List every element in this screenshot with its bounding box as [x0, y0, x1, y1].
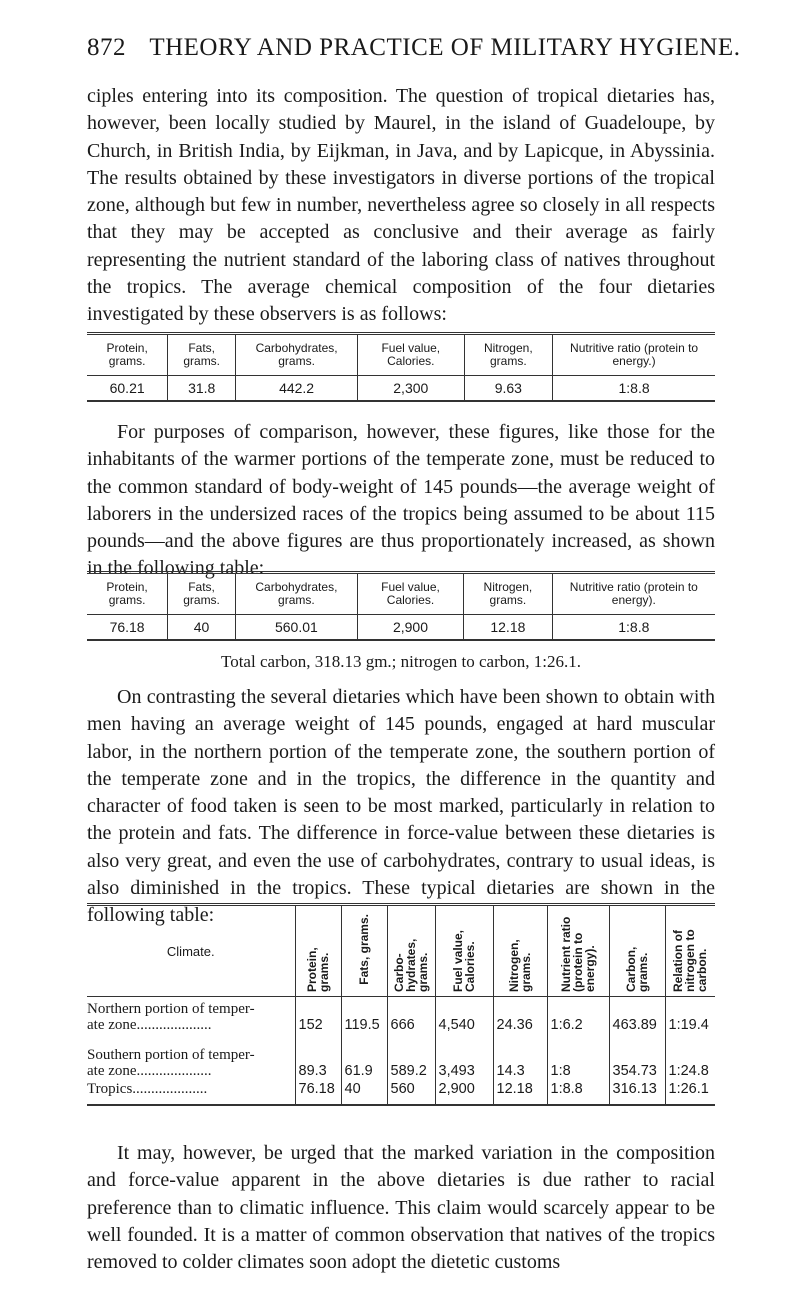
cell-nutrient-ratio: 1:8.8	[547, 1081, 609, 1105]
cell-nutritive-ratio: 1:8.8	[618, 619, 650, 635]
cell-nutrient-ratio: 1:8	[547, 1047, 609, 1081]
cell-carbohydrates: 666	[387, 997, 435, 1047]
row-label-line: Southern portion of temper-	[87, 1046, 255, 1063]
table-row	[87, 615, 715, 641]
col-fats	[341, 905, 387, 997]
col-carbon	[609, 905, 665, 997]
cell-carbohydrates: 560	[387, 1081, 435, 1105]
table-row-tropics	[87, 1081, 715, 1105]
cell-nitrogen-carbon: 1:19.4	[668, 1017, 709, 1033]
paragraph-racial-preference: It may, however, be urged that the marked variation in the composition and force-value apparent in the above dietaries is due rather to racial preference than to climatic influence. This claim would scarcely appear to be well founded. It is a matter of common observation that natives of the tropics removed to colder climates soon adopt the dietetic customs	[87, 1142, 715, 1274]
col-fuel-value: Fuel value, Calories.	[357, 573, 463, 615]
paragraph-contrast: On contrasting the several dietaries which have been shown to obtain with men having an average weight of 145 pounds, engaged at hard muscular labor, in the northern portion of the temperate zone, the southern portion of the temperate zone and in the tropics, the difference in the quantity and character of food taken is seen to be most marked, particularly in relation to the protein and fats. The difference in force-value between these dietaries is also very great, and even the use of carbohydrates, contrary to usual ideas, is also diminished in the tropics. These typical dietaries are shown in the following table:	[87, 686, 715, 927]
cell-fats: 40	[341, 1081, 387, 1105]
row-label-line: ate zone....................	[87, 1017, 212, 1033]
col-nitrogen-carbon	[665, 905, 715, 997]
paragraph-comparison: For purposes of comparison, however, these figures, like those for the inhabitants of the warmer portions of the temperate zone, must be reduced to the common standard of body-weight of 145 pounds—the average weight of laborers in the undersized races of the tropics being assumed to be about 115 pounds—and the above figures are thus proportionately increased, as shown in the following table:	[87, 421, 715, 580]
cell-nitrogen-carbon: 1:24.8	[668, 1062, 709, 1079]
cell-fuel-value: 2,300	[358, 376, 464, 402]
cell-carbohydrates: 589.2	[387, 1047, 435, 1081]
row-label	[87, 1047, 295, 1081]
col-protein: Protein, grams.	[87, 334, 168, 376]
row-label-line: Tropics....................	[87, 1080, 208, 1097]
cell-nitrogen: 14.3	[493, 1047, 547, 1081]
col-fats-label: Fats, grams.	[357, 914, 371, 985]
col-protein: Protein, grams.	[87, 573, 168, 615]
col-protein-label: Protein, grams.	[305, 946, 331, 992]
table-row	[87, 376, 715, 402]
cell-fuel-value: 4,540	[435, 997, 493, 1047]
col-nitrogen-carbon-label: Relation of nitrogen to carbon.	[671, 928, 710, 992]
col-climate: Climate.	[87, 905, 295, 997]
page-number: 872	[87, 34, 126, 61]
row-label-line: ate zone....................	[87, 1062, 212, 1079]
cell-nutritive-ratio: 1:8.8	[618, 380, 650, 396]
row-label-line: Northern portion of temper-	[87, 1001, 255, 1017]
col-nutritive-ratio: Nutritive ratio (protein to energy).	[569, 580, 698, 607]
col-nutrient-ratio	[547, 905, 609, 997]
cell-protein: 76.18	[87, 615, 168, 641]
col-nitrogen-label: Nitrogen, grams.	[507, 938, 533, 992]
cell-nutrient-ratio: 1:6.2	[547, 997, 609, 1047]
cell-nitrogen: 9.63	[464, 376, 553, 402]
cell-carbon: 463.89	[609, 997, 665, 1047]
cell-carbon: 354.73	[609, 1047, 665, 1081]
cell-fuel-value: 2,900	[357, 615, 463, 641]
cell-protein: 76.18	[295, 1081, 341, 1105]
col-nutrient-ratio-label: Nutrient ratio (protein to energy).	[559, 916, 597, 992]
col-fats: Fats, grams.	[168, 334, 236, 376]
col-fats: Fats, grams.	[168, 573, 236, 615]
cell-fuel-value: 2,900	[435, 1081, 493, 1105]
cell-fats: 40	[168, 615, 236, 641]
cell-fats: 31.8	[168, 376, 236, 402]
col-nitrogen: Nitrogen, grams.	[464, 334, 553, 376]
cell-protein: 89.3	[295, 1047, 341, 1081]
cell-carbon: 316.13	[609, 1081, 665, 1105]
proportioned-table	[87, 571, 715, 641]
paragraph-tropical-dietaries: ciples entering into its composition. The question of tropical dietaries has, however, been locally studied by Maurel, in the island of Guadeloupe, by Church, in British India, by Eijkman, in Java, and by Lapicque, in Abyssinia. The results obtained by these investigators in diverse portions of the tropical zone, although but few in number, nevertheless agree so closely in all respects that they may be accepted as conclusive and their average as fairly representing the nutrient standard of the laboring class of natives throughout the tropics. The average chemical composition of the four dietaries investigated by these observers is as follows:	[87, 85, 715, 326]
cell-protein: 60.21	[87, 376, 168, 402]
table-footnote: Total carbon, 318.13 gm.; nitrogen to carbon, 1:26.1.	[221, 652, 581, 671]
row-label	[87, 1081, 295, 1105]
col-carbohydrates: Carbohydrates, grams.	[236, 334, 358, 376]
cell-fats: 119.5	[341, 997, 387, 1047]
cell-nitrogen-carbon: 1:26.1	[668, 1080, 709, 1097]
cell-fats: 61.9	[341, 1047, 387, 1081]
col-carbohydrates-label: Carbo-hydrates, grams.	[392, 938, 430, 992]
col-carbohydrates: Carbohydrates, grams.	[235, 573, 357, 615]
cell-nitrogen: 24.36	[493, 997, 547, 1047]
col-carbon-label: Carbon, grams.	[624, 946, 650, 992]
table-row-northern	[87, 997, 715, 1047]
tropical-average-table	[87, 332, 715, 402]
col-fuel-value: Fuel value, Calories.	[358, 334, 464, 376]
cell-nitrogen: 12.18	[493, 1081, 547, 1105]
col-fuel-value-label: Fuel value, Calories.	[451, 929, 477, 992]
col-nitrogen	[493, 905, 547, 997]
cell-fuel-value: 3,493	[435, 1047, 493, 1081]
climate-dietaries-table	[87, 903, 715, 1106]
cell-protein: 152	[295, 997, 341, 1047]
col-carbohydrates	[387, 905, 435, 997]
cell-carbohydrates: 442.2	[236, 376, 358, 402]
cell-nitrogen: 12.18	[464, 615, 553, 641]
row-label	[87, 997, 295, 1047]
col-fuel-value	[435, 905, 493, 997]
col-protein	[295, 905, 341, 997]
running-header	[87, 34, 741, 62]
table-row-southern	[87, 1047, 715, 1081]
col-nutritive-ratio: Nutritive ratio (protein to energy.)	[570, 341, 699, 368]
col-nitrogen: Nitrogen, grams.	[464, 573, 553, 615]
running-title: THEORY AND PRACTICE OF MILITARY HYGIENE.	[149, 34, 741, 61]
cell-carbohydrates: 560.01	[235, 615, 357, 641]
